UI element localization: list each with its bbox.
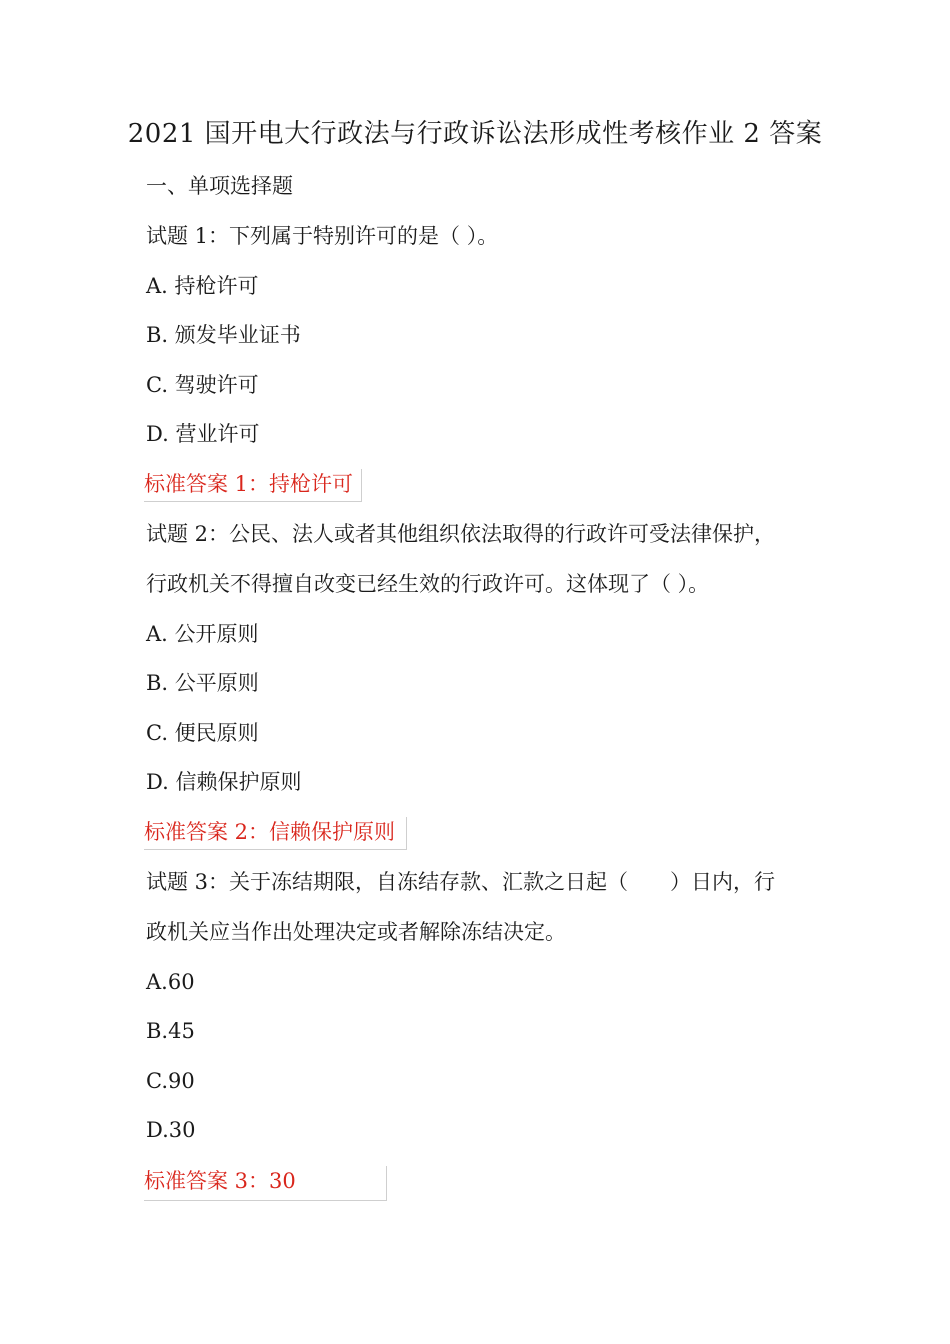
question-3-option-d: D.30 <box>146 1118 196 1142</box>
document-title: 2021 国开电大行政法与行政诉讼法形成性考核作业 2 答案 <box>127 119 823 149</box>
question-2-option-a: A. 公开原则 <box>146 622 259 646</box>
question-3-stem-line-1: 试题 3：关于冻结期限，自冻结存款、汇款之日起（ ）日内，行 <box>146 870 776 894</box>
question-1-option-b: B. 颁发毕业证书 <box>146 323 301 347</box>
question-1-option-c: C. 驾驶许可 <box>146 373 259 397</box>
answer-2: 标准答案 2：信赖保护原则 <box>144 820 396 844</box>
question-1-option-a: A. 持枪许可 <box>146 274 259 298</box>
section-heading: 一、单项选择题 <box>146 174 293 198</box>
question-2-option-c: C. 便民原则 <box>146 721 259 745</box>
question-2-option-d: D. 信赖保护原则 <box>146 770 302 794</box>
question-3-option-a: A.60 <box>146 970 195 994</box>
question-3-stem-line-2: 政机关应当作出处理决定或者解除冻结决定。 <box>146 920 566 944</box>
question-2-stem-line-1: 试题 2：公民、法人或者其他组织依法取得的行政许可受法律保护， <box>146 522 776 546</box>
question-1-option-d: D. 营业许可 <box>146 422 260 446</box>
question-2-option-b: B. 公平原则 <box>146 671 259 695</box>
question-1-stem: 试题 1：下列属于特别许可的是（ ）。 <box>146 224 499 248</box>
question-2-stem-line-2: 行政机关不得擅自改变已经生效的行政许可。这体现了（ ）。 <box>146 572 710 596</box>
answer-3: 标准答案 3：30 <box>144 1169 296 1193</box>
answer-1: 标准答案 1：持枪许可 <box>144 472 354 496</box>
question-3-option-c: C.90 <box>146 1069 195 1093</box>
question-3-option-b: B.45 <box>146 1019 195 1043</box>
